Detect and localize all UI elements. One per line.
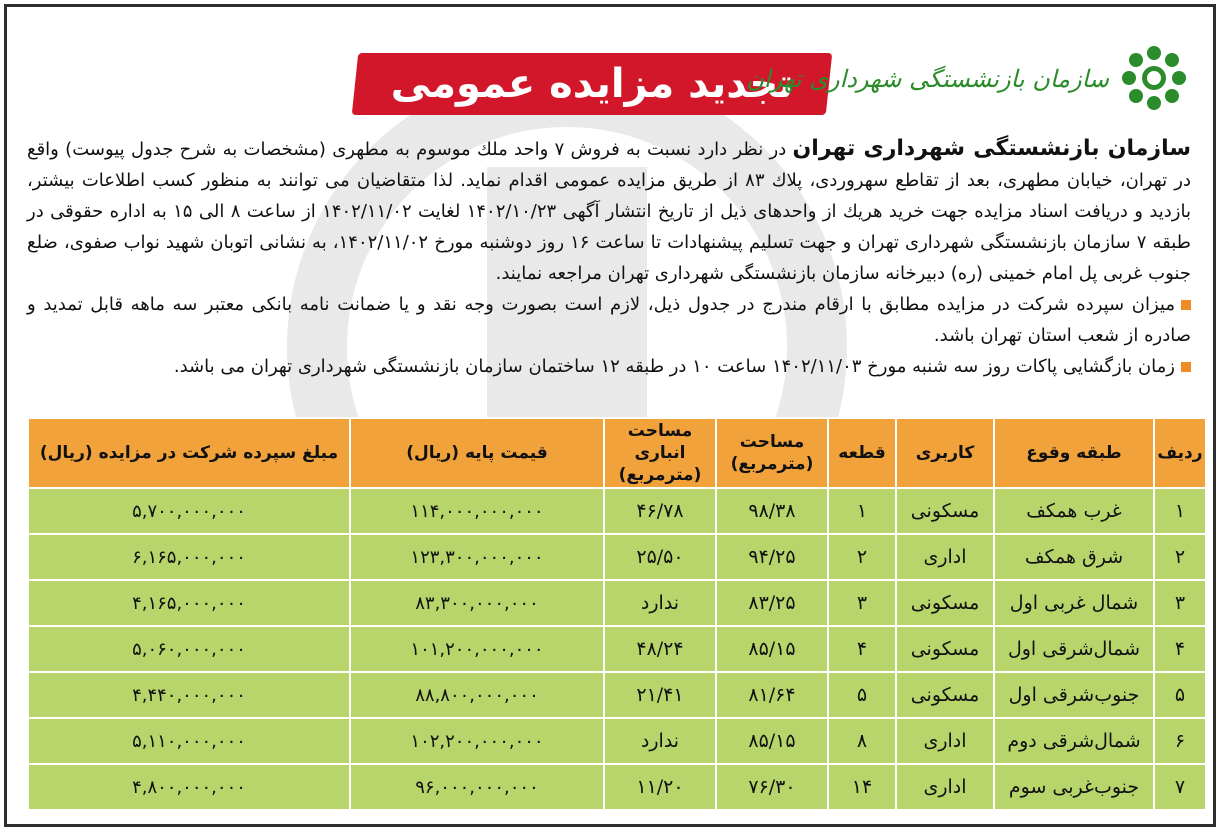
cell-base-price: ۱۱۴,۰۰۰,۰۰۰,۰۰۰	[350, 488, 604, 534]
cell-parcel: ۵	[828, 672, 896, 718]
table-row	[28, 718, 1206, 764]
cell-floor: شمال‌شرقی اول	[994, 626, 1154, 672]
cell-area: ۸۵/۱۵	[716, 718, 828, 764]
cell-storage: ۴۶/۷۸	[604, 488, 716, 534]
table-row	[28, 672, 1206, 718]
cell-floor: شمال‌شرقی دوم	[994, 718, 1154, 764]
cell-storage: ندارد	[604, 718, 716, 764]
bullet-square-icon	[1181, 300, 1191, 310]
cell-deposit: ۵,۱۱۰,۰۰۰,۰۰۰	[28, 718, 350, 764]
cell-row: ۷	[1154, 764, 1206, 810]
cell-deposit: ۴,۸۰۰,۰۰۰,۰۰۰	[28, 764, 350, 810]
cell-area: ۹۴/۲۵	[716, 534, 828, 580]
cell-row: ۶	[1154, 718, 1206, 764]
properties-table	[27, 417, 1207, 811]
cell-usage: اداری	[896, 764, 994, 810]
col-deposit: مبلغ سپرده شركت در مزایده (ریال)	[28, 418, 350, 488]
cell-parcel: ۸	[828, 718, 896, 764]
bullet-item	[27, 351, 1191, 382]
cell-parcel: ۴	[828, 626, 896, 672]
table-row	[28, 488, 1206, 534]
bullet-text: میزان سپرده شركت در مزایده مطابق با ارقام مندرج در جدول ذیل، لازم است بصورت وجه نقد و یا ضمانت نامه بانكی معتبر سه ماهه قابل تمدید و صادره از شعب استان تهران باشد.	[27, 294, 1191, 346]
table-row	[28, 764, 1206, 810]
cell-floor: شمال غربی اول	[994, 580, 1154, 626]
cell-base-price: ۱۰۱,۲۰۰,۰۰۰,۰۰۰	[350, 626, 604, 672]
cell-usage: اداری	[896, 718, 994, 764]
cell-parcel: ۳	[828, 580, 896, 626]
header	[7, 35, 1213, 115]
col-area-line2: (مترمربع)	[730, 454, 814, 474]
cell-deposit: ۵,۷۰۰,۰۰۰,۰۰۰	[28, 488, 350, 534]
municipality-logo-icon	[1119, 43, 1189, 113]
col-row: ردیف	[1154, 418, 1206, 488]
cell-storage: ۴۸/۲۴	[604, 626, 716, 672]
cell-deposit: ۴,۱۶۵,۰۰۰,۰۰۰	[28, 580, 350, 626]
cell-floor: شرق همكف	[994, 534, 1154, 580]
cell-deposit: ۴,۴۴۰,۰۰۰,۰۰۰	[28, 672, 350, 718]
bullet-square-icon	[1181, 362, 1191, 372]
cell-floor: جنوب‌غربی سوم	[994, 764, 1154, 810]
org-name-bold: سازمان بازنشستگی شهرداری تهران	[792, 136, 1191, 161]
col-floor: طبقه وقوع	[994, 418, 1154, 488]
cell-parcel: ۱	[828, 488, 896, 534]
cell-usage: مسكونی	[896, 626, 994, 672]
cell-parcel: ۲	[828, 534, 896, 580]
cell-row: ۴	[1154, 626, 1206, 672]
col-parcel: قطعه	[828, 418, 896, 488]
notice-body	[27, 133, 1191, 382]
paragraph-text: در نظر دارد نسبت به فروش ۷ واحد ملك موسوم به مطهری (مشخصات به شرح جدول پیوست) واقع در تهران، خیابان مطهری، بعد از تقاطع سهروردی، پلاك ۸۳ از طریق مزایده عمومی اقدام نماید. لذا متقاضیان می توانند به منظور كسب اطلاعات بیشتر، بازدید و دریافت اسناد مزایده جهت خرید هریك از واحدهای ذیل از تاریخ انتشار آگهی ۱۴۰۲/۱۰/۲۳ لغایت ۱۴۰۲/۱۱/۰۲ از ساعت ۸ الی ۱۵ به اداره حقوقی در طبقه ۷ سازمان بازنشستگی شهرداری تهران و جهت تسلیم پیشنهادات تا ساعت ۱۶ روز دوشنبه مورخ ۱۴۰۲/۱۱/۰۲، به نشانی اتوبان شهید نواب صفوی، ضلع جنوب غربی پل امام خمینی (ره) دبیرخانه سازمان بازنشستگی شهرداری تهران مراجعه نمایند.	[27, 139, 1191, 284]
cell-deposit: ۶,۱۶۵,۰۰۰,۰۰۰	[28, 534, 350, 580]
cell-area: ۷۶/۳۰	[716, 764, 828, 810]
cell-row: ۵	[1154, 672, 1206, 718]
cell-area: ۸۵/۱۵	[716, 626, 828, 672]
cell-floor: غرب همكف	[994, 488, 1154, 534]
cell-storage: ۲۱/۴۱	[604, 672, 716, 718]
bullet-text: زمان بازگشایی پاكات روز سه شنبه مورخ ۱۴۰۲/۱۱/۰۳ ساعت ۱۰ در طبقه ۱۲ ساختمان سازمان بازنشستگی شهرداری تهران می باشد.	[173, 356, 1175, 377]
cell-base-price: ۸۸,۸۰۰,۰۰۰,۰۰۰	[350, 672, 604, 718]
cell-area: ۸۳/۲۵	[716, 580, 828, 626]
table-header-row	[28, 418, 1206, 488]
cell-storage: ۱۱/۲۰	[604, 764, 716, 810]
col-area	[716, 418, 828, 488]
cell-base-price: ۱۲۳,۳۰۰,۰۰۰,۰۰۰	[350, 534, 604, 580]
org-name: سازمان بازنشستگی شهرداری تهران	[746, 65, 1109, 93]
col-area-line1: مساحت	[739, 432, 805, 452]
cell-storage: ندارد	[604, 580, 716, 626]
col-base-price: قیمت پایه (ریال)	[350, 418, 604, 488]
col-storage-line1: مساحت انباری	[627, 421, 693, 463]
cell-floor: جنوب‌شرقی اول	[994, 672, 1154, 718]
cell-row: ۱	[1154, 488, 1206, 534]
notice-paragraph	[27, 133, 1191, 289]
cell-usage: مسكونی	[896, 580, 994, 626]
cell-storage: ۲۵/۵۰	[604, 534, 716, 580]
table-row	[28, 626, 1206, 672]
cell-base-price: ۱۰۲,۲۰۰,۰۰۰,۰۰۰	[350, 718, 604, 764]
col-usage: كاربری	[896, 418, 994, 488]
notice-title: تجدید مزایده عمومی	[390, 61, 794, 107]
cell-area: ۸۱/۶۴	[716, 672, 828, 718]
cell-row: ۳	[1154, 580, 1206, 626]
col-storage-line2: (مترمربع)	[618, 465, 702, 485]
cell-base-price: ۹۶,۰۰۰,۰۰۰,۰۰۰	[350, 764, 604, 810]
cell-usage: مسكونی	[896, 672, 994, 718]
cell-area: ۹۸/۳۸	[716, 488, 828, 534]
cell-deposit: ۵,۰۶۰,۰۰۰,۰۰۰	[28, 626, 350, 672]
table-row	[28, 580, 1206, 626]
cell-usage: اداری	[896, 534, 994, 580]
cell-usage: مسكونی	[896, 488, 994, 534]
cell-row: ۲	[1154, 534, 1206, 580]
bullet-item	[27, 289, 1191, 351]
cell-base-price: ۸۳,۳۰۰,۰۰۰,۰۰۰	[350, 580, 604, 626]
table-row	[28, 534, 1206, 580]
col-storage	[604, 418, 716, 488]
cell-parcel: ۱۴	[828, 764, 896, 810]
notice-frame	[4, 4, 1216, 827]
